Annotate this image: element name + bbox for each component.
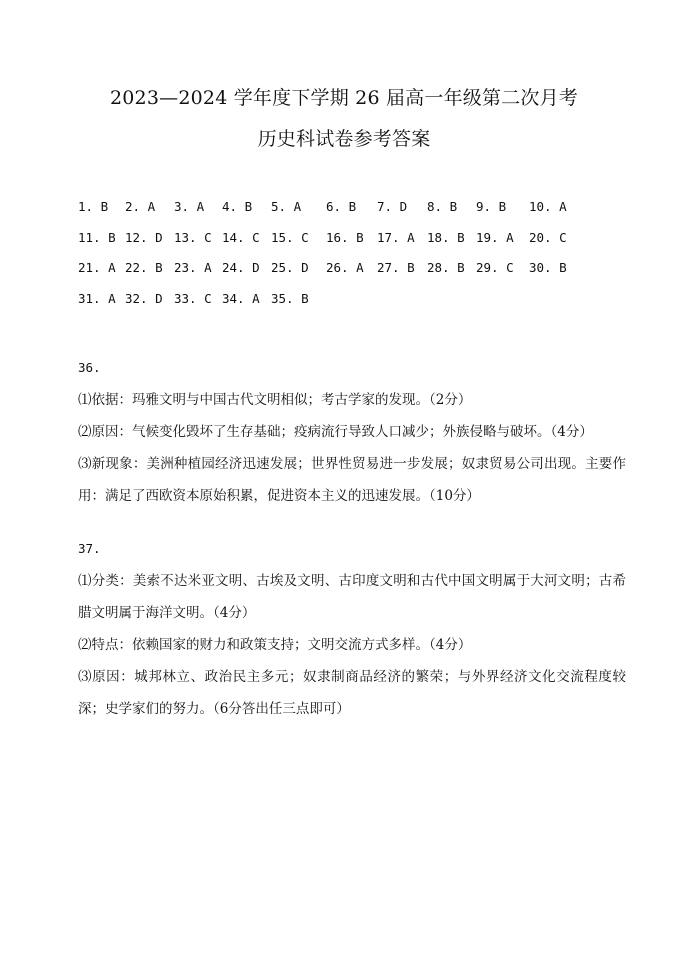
answer-item: 7. D	[377, 199, 408, 214]
answer-item: 30. B	[529, 260, 567, 275]
answer-item: 10. A	[529, 199, 567, 214]
answer-item: 16. B	[326, 229, 364, 245]
question-36-item-3: ⑶新现象：美洲种植园经济迅速发展；世界性贸易进一步发展；奴隶贸易公司出现。主要作用：满足了西欧资本原始积累，促进资本主义的迅速发展。（10分）	[78, 456, 626, 504]
answer-item: 23. A	[174, 260, 212, 275]
answer-item: 22. B	[125, 260, 163, 275]
answer-item: 18. B	[427, 229, 465, 245]
answer-row	[78, 228, 638, 259]
answer-item: 25. D	[271, 260, 309, 275]
question-36-block	[78, 352, 626, 512]
answer-item: 17. A	[377, 229, 415, 245]
answer-item: 33. C	[174, 290, 212, 306]
question-36-item-1: ⑴依据：玛雅文明与中国古代文明相似；考古学家的发现。（2分）	[78, 392, 472, 408]
answer-item: 29. C	[476, 260, 514, 275]
answer-item: 2. A	[125, 199, 156, 214]
answer-row	[78, 289, 638, 320]
question-37-number: 37.	[78, 541, 101, 556]
answer-item: 14. C	[222, 229, 260, 245]
answer-item: 26. A	[326, 260, 364, 275]
answer-row	[78, 197, 638, 228]
question-37-block	[78, 533, 626, 725]
question-37-item-3: ⑶原因：城邦林立、政治民主多元；奴隶制商品经济的繁荣；与外界经济文化交流程度较深；史学家们的努力。（6分答出任三点即可）	[78, 669, 626, 717]
answer-item: 31. A	[78, 290, 116, 306]
answer-item: 24. D	[222, 260, 260, 275]
answer-item: 15. C	[271, 229, 309, 245]
answer-item: 5. A	[271, 199, 302, 214]
multiple-choice-answers	[78, 197, 638, 319]
exam-title: 2023—2024 学年度下学期 26 届高一年级第二次月考	[109, 87, 578, 109]
question-37-item-2: ⑵特点：依赖国家的财力和政策支持；文明交流方式多样。（4分）	[78, 637, 472, 653]
answer-item: 21. A	[78, 260, 116, 275]
answer-item: 3. A	[174, 199, 205, 214]
answer-item: 11. B	[78, 229, 116, 245]
answer-item: 8. B	[427, 199, 458, 214]
answer-item: 12. D	[125, 229, 163, 245]
answer-item: 20. C	[529, 229, 567, 245]
answer-row	[78, 258, 638, 289]
answer-item: 35. B	[271, 290, 309, 306]
answer-item: 34. A	[222, 290, 260, 306]
answer-item: 28. B	[427, 260, 465, 275]
answer-item: 1. B	[78, 199, 109, 214]
answer-item: 6. B	[326, 199, 357, 214]
answer-item: 13. C	[174, 229, 212, 245]
answer-item: 27. B	[377, 260, 415, 275]
question-36-number: 36.	[78, 360, 101, 375]
exam-subtitle: 历史科试卷参考答案	[257, 128, 431, 150]
answer-item: 9. B	[476, 199, 507, 214]
answer-item: 4. B	[222, 199, 253, 214]
answer-item: 32. D	[125, 290, 163, 306]
answer-item: 19. A	[476, 229, 514, 245]
question-36-item-2: ⑵原因：气候变化毁坏了生存基础；疫病流行导致人口减少；外族侵略与破坏。（4分）	[78, 424, 593, 440]
question-37-item-1: ⑴分类：美索不达米亚文明、古埃及文明、古印度文明和古代中国文明属于大河文明；古希腊文明属于海洋文明。（4分）	[78, 573, 626, 621]
